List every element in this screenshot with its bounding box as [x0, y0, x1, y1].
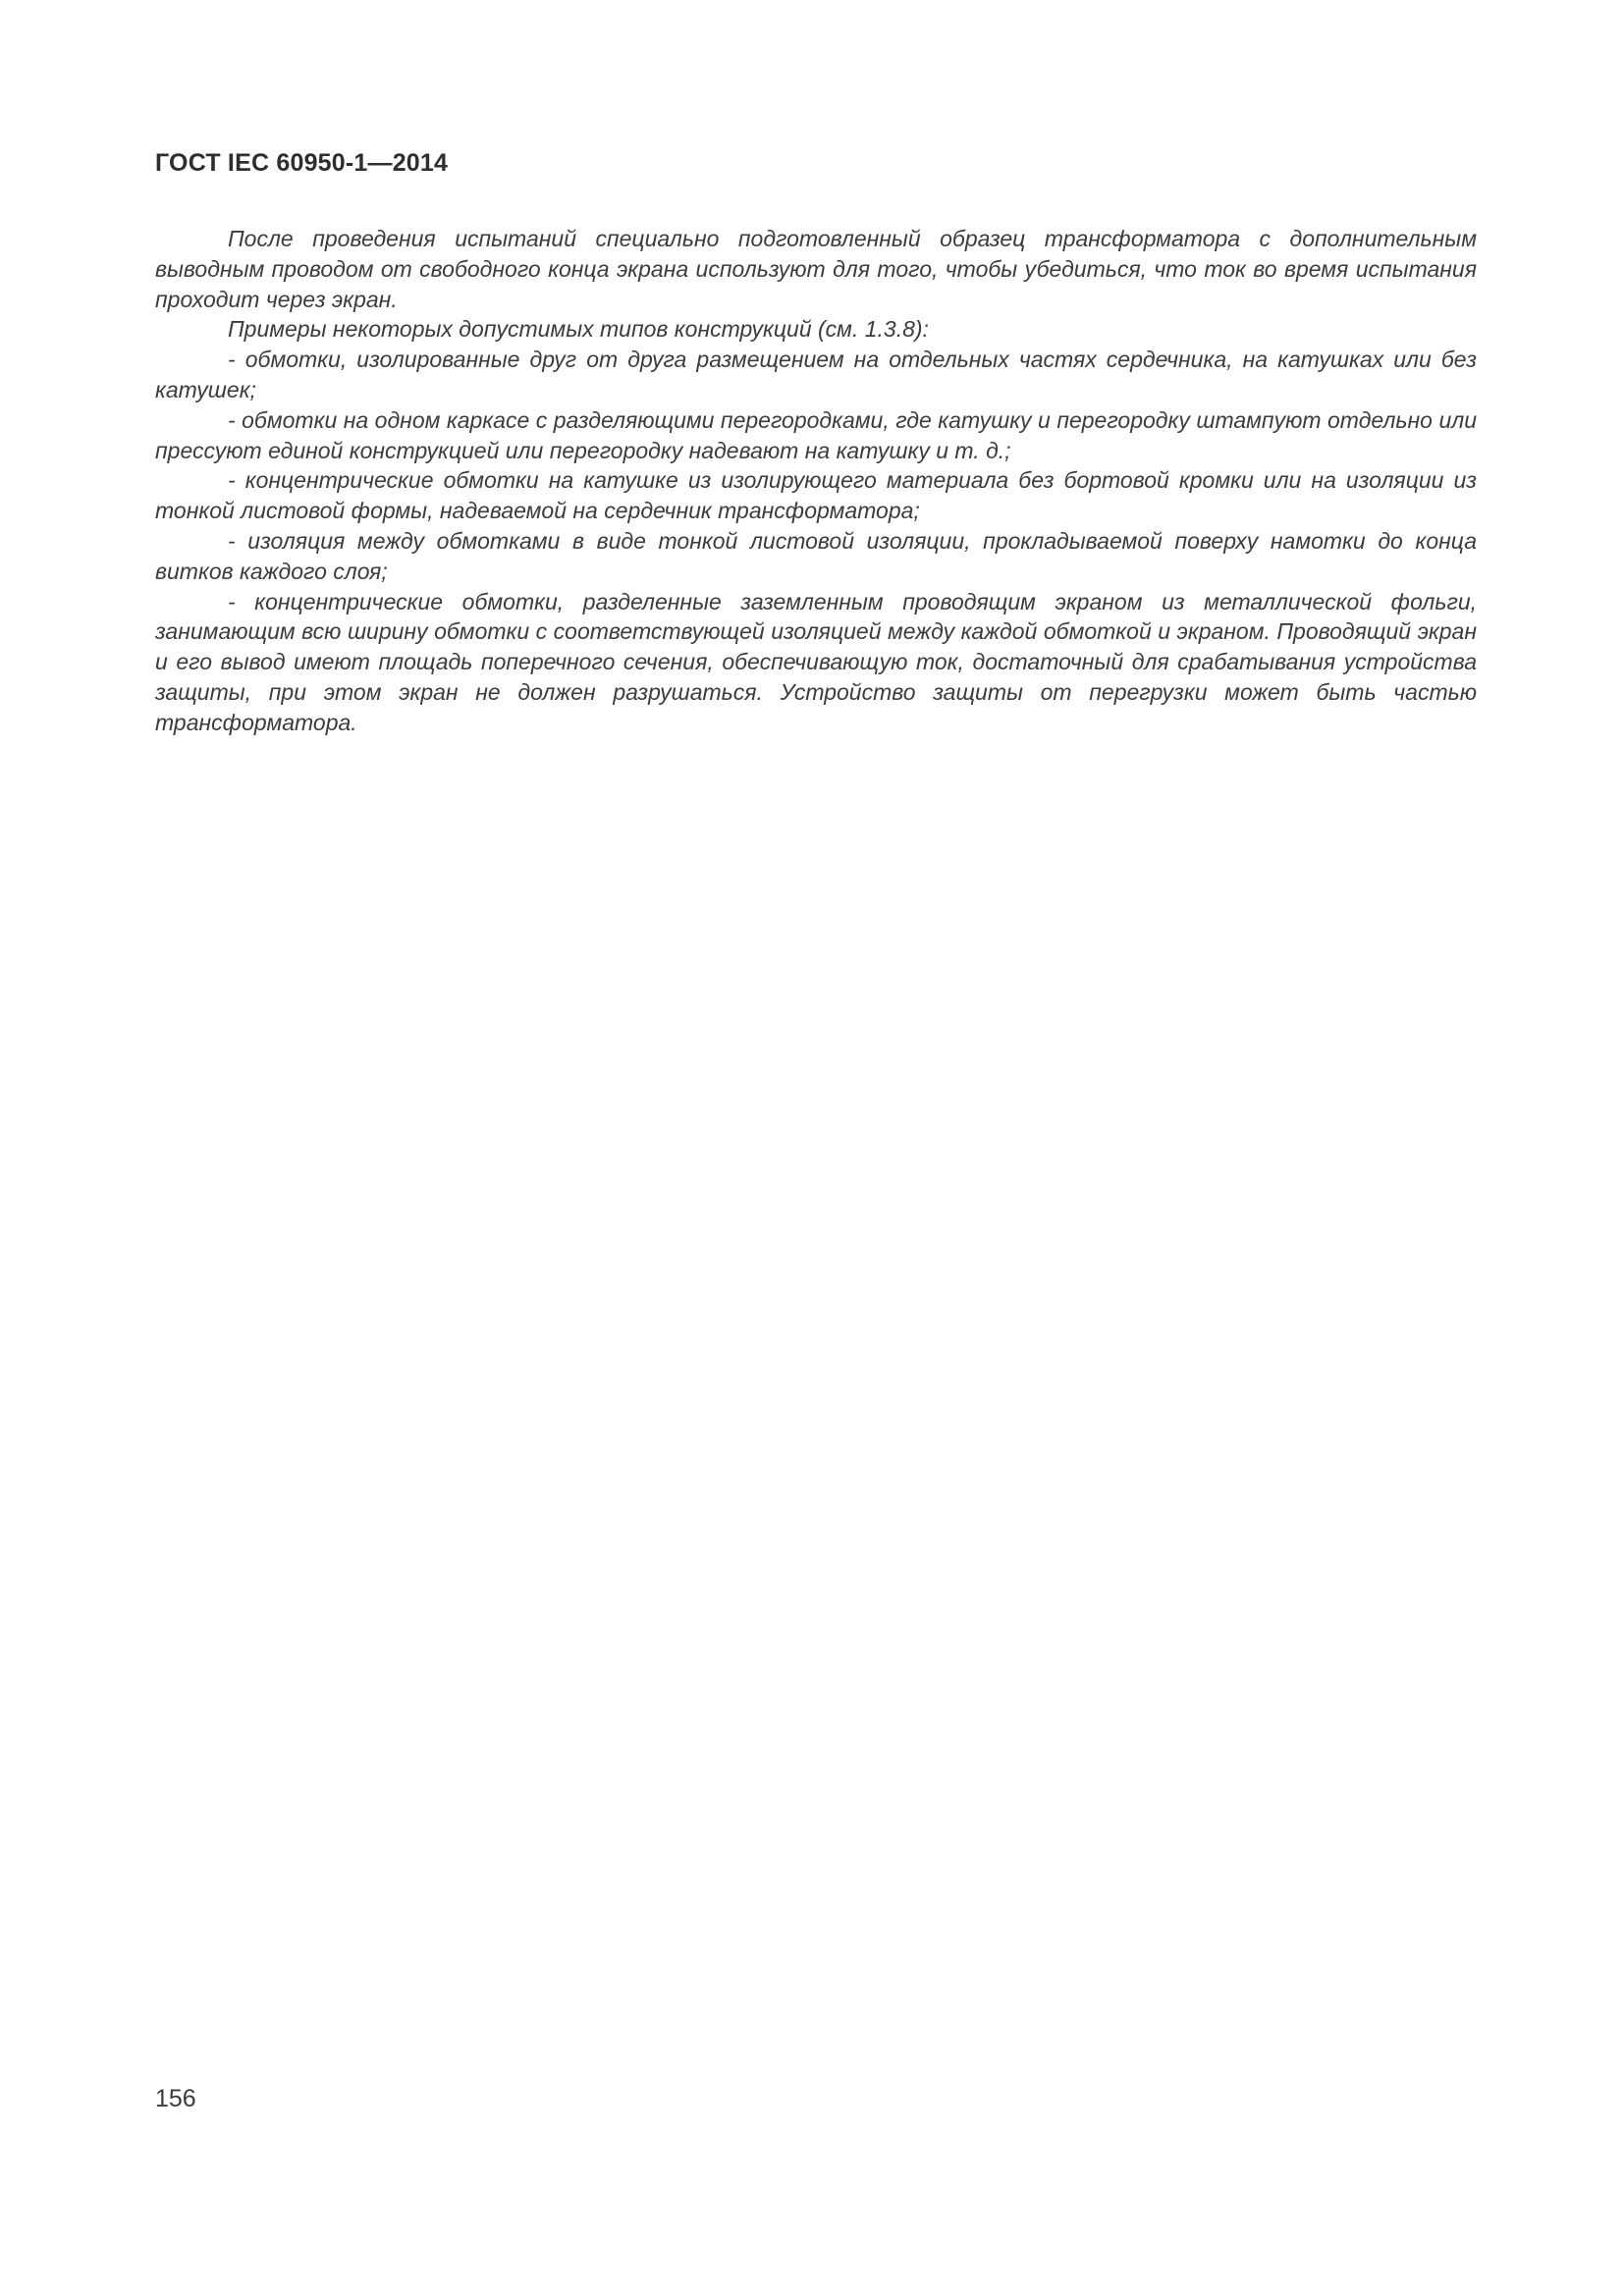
list-item-concentric-bobbin: - концентрические обмотки на катушке из изолирующего материала без бортовой кромки или на изоляции из тонкой листовой формы, надеваемой на сердечник трансформатора; — [155, 467, 1477, 524]
paragraph-test-note: После проведения испытаний специально подготовленный образец трансформатора с дополнительным выводным проводом от свободного конца экрана используют для того, чтобы убедиться, что ток во время испытания проходит через экран. — [155, 226, 1477, 312]
page-number: 156 — [155, 2085, 196, 2112]
paragraph-examples-intro: Примеры некоторых допустимых типов конструкций (см. 1.3.8): — [228, 316, 929, 343]
list-item-single-frame: - обмотки на одном каркасе с разделяющими перегородками, где катушку и перегородку штампуют отдельно или прессуют единой конструкцией или перегородку надевают на катушку и т. д.; — [155, 406, 1477, 463]
body-text — [155, 224, 1477, 738]
standard-header: ГОСТ IEC 60950-1—2014 — [155, 149, 449, 177]
list-item-sheet-insulation: - изоляция между обмотками в виде тонкой листовой изоляции, прокладываемой поверху намотки до конца витков каждого слоя; — [155, 527, 1477, 584]
list-item-screened-windings: - концентрические обмотки, разделенные заземленным проводящим экраном из металлической фольги, занимающим всю ширину обмотки с соответствующей изоляцией между каждой обмоткой и экраном. Проводящий экран и его вывод имеют площадь поперечного сечения, обеспечивающую ток, достаточный для срабатывания устройства защиты, при этом экран не должен разрушаться. Устройство защиты от перегрузки может быть частью трансформатора. — [155, 588, 1477, 735]
list-item-separate-parts: - обмотки, изолированные друг от друга размещением на отдельных частях сердечника, на катушках или без катушек; — [155, 347, 1477, 402]
